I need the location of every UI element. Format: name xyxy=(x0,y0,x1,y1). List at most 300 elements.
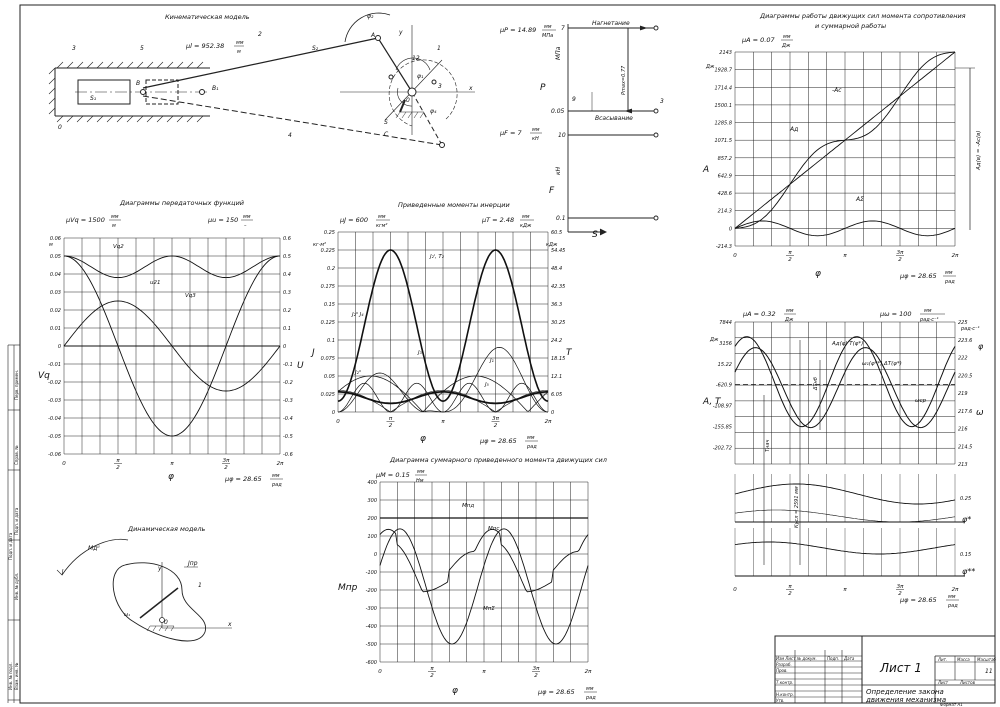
curve-label: Aд(φ) T(φ*) xyxy=(832,341,864,347)
y-tick: -155.85 xyxy=(712,424,732,431)
dyn-label: y xyxy=(158,565,162,572)
curve-label: -Ac xyxy=(832,87,842,94)
sheet-frame xyxy=(20,5,995,703)
mu-phi-unit-bot: рад xyxy=(586,695,596,701)
y-tick: 857.2 xyxy=(717,155,732,162)
energy-phi-label: φ xyxy=(978,342,984,351)
inertia-y-unit: кг·м² xyxy=(313,242,327,248)
pressure-diagram xyxy=(499,20,664,240)
y-tick: -100 xyxy=(365,570,377,576)
x-tick: π xyxy=(116,458,120,464)
x-tick: 0 xyxy=(733,253,737,259)
y-tick: 0.04 xyxy=(49,272,61,278)
x-tick: 2π xyxy=(544,419,552,425)
mu-l-unit-top: мм xyxy=(236,40,244,46)
margin-text: Подп. и дата xyxy=(14,507,19,535)
mu-a-scale: μA = 0.07 xyxy=(742,36,775,44)
transfer-x-label: φ xyxy=(168,472,174,482)
curve-label: J₃ xyxy=(418,350,422,356)
curve-label: J₂ᴵ, T₂ xyxy=(430,254,444,260)
suction-label: Всасывание xyxy=(595,115,633,122)
dyn-label: 0 xyxy=(164,619,168,626)
energy-dim-label: Tнач xyxy=(765,439,771,452)
y-tick: 0.1 xyxy=(327,338,335,344)
moment-y-label: Mпр xyxy=(338,583,358,593)
y-tick: 200 xyxy=(367,516,377,522)
tb-row: Утв. xyxy=(776,698,785,703)
moment-title: Диаграмма суммарного приведенного момента движущих сил xyxy=(390,456,607,464)
axis-label: y xyxy=(399,29,403,36)
link-label: 1 xyxy=(437,45,441,52)
inertia-y-right-unit: кДж xyxy=(546,242,558,248)
f-tick: 0.1 xyxy=(556,215,566,222)
moment-section xyxy=(338,456,607,701)
y-tick: 400 xyxy=(367,480,377,486)
y-tick: 0.5 xyxy=(283,254,291,260)
p-tick: 7 xyxy=(561,25,565,32)
y-tick: 0.02 xyxy=(49,308,61,314)
mu-w-unit-top: мм xyxy=(924,308,932,314)
mu-phi-unit-top: мм xyxy=(945,270,953,276)
energy-w-unit: рад·с⁻¹ xyxy=(961,326,980,332)
mu-f-scale: μF = 7 xyxy=(500,129,522,137)
tb-sheets-label: Листов xyxy=(960,680,975,685)
curve-label: J₁ xyxy=(490,358,494,364)
x-tick: π xyxy=(788,250,792,256)
mu-u-unit-bot: – xyxy=(244,223,247,229)
tb-col: Масштаб xyxy=(977,657,997,662)
y-tick: 0 xyxy=(728,226,732,233)
mu-t-scale: μT = 2.48 xyxy=(482,216,515,224)
tb-col: Лит. xyxy=(938,657,948,662)
y-tick: 0.4 xyxy=(283,272,291,278)
work-title: Диаграммы работы движущих сил момента сопротивления xyxy=(760,12,966,20)
mu-phi-unit-bot: рад xyxy=(948,603,958,609)
inertia-section xyxy=(310,201,573,450)
y-tick: 0.6 xyxy=(283,236,291,242)
work-diagram-section xyxy=(702,12,982,285)
transfer-chart xyxy=(48,236,293,471)
transfer-y-unit: м xyxy=(49,242,53,248)
p-unit-label: МПа xyxy=(555,46,562,60)
tb-row: Разраб. xyxy=(776,662,792,667)
work-dim-label: Aд(в) = -Ac(в) xyxy=(976,130,982,170)
p-tick: 0.05 xyxy=(551,108,565,115)
y-tick: 0 xyxy=(373,552,377,558)
y-tick: 0.075 xyxy=(320,356,335,362)
energy-section xyxy=(702,308,984,609)
point-label: B xyxy=(136,80,141,87)
tb-row: Пров. xyxy=(776,668,788,673)
energy-y-unit: Дж xyxy=(710,337,719,343)
y-tick: 428.6 xyxy=(717,191,732,198)
angle-label: φ₄ xyxy=(430,108,437,115)
y-tick: 1714.4 xyxy=(714,85,732,92)
link-label: 3 xyxy=(72,45,76,52)
margin-text: Перв. примен. xyxy=(14,369,19,400)
link-label: 0 xyxy=(58,124,62,131)
s-axis-label: S xyxy=(592,230,598,240)
y-tick: 0.3 xyxy=(283,290,291,296)
mu-m-unit-bot: Нм xyxy=(416,478,424,484)
y-tick: -0.4 xyxy=(283,416,293,422)
curve-label: ωср xyxy=(915,398,927,404)
mu-vq-unit-top: мм xyxy=(111,214,119,220)
mu-p-unit-top: мм xyxy=(544,24,552,30)
energy-dim-label: ΔTнб xyxy=(813,377,819,390)
y-tick: -0.06 xyxy=(48,452,61,458)
y-tick: 0.125 xyxy=(320,320,335,326)
f-axis-label: F xyxy=(549,186,555,196)
point-label: B₁ xyxy=(212,85,219,92)
transfer-y-right-label: U xyxy=(297,361,304,371)
dyn-label: 1 xyxy=(198,582,202,589)
tb-sheet-title: Лист 1 xyxy=(880,661,922,675)
y-tick: -0.02 xyxy=(48,380,61,386)
mu-f-unit-top: мм xyxy=(532,127,540,133)
y-tick: 216 xyxy=(958,426,968,433)
mu-a2-unit-bot: Дж xyxy=(785,317,794,323)
point-label: A xyxy=(371,32,376,39)
mu-f-unit-bot: кН xyxy=(532,136,539,142)
point-label: C xyxy=(384,131,389,138)
x-tick: 3π xyxy=(896,250,904,256)
tb-sheet-label: Лист xyxy=(938,680,949,685)
x-tick: 2 xyxy=(898,257,902,263)
mu-w-scale: μω = 100 xyxy=(880,310,912,318)
x-tick: 3π xyxy=(492,416,499,422)
mu-a2-unit-top: мм xyxy=(786,308,794,314)
link-label: 12 xyxy=(412,55,420,62)
injection-label: Нагнетание xyxy=(592,20,630,27)
energy-phi-dstar: φ** xyxy=(962,567,976,576)
curve-label: J₅ xyxy=(485,382,489,388)
link-label: 5 xyxy=(140,45,144,52)
x-tick: 3π xyxy=(532,666,540,672)
y-tick: 1071.5 xyxy=(714,138,732,145)
transfer-mu-phi: μφ = 28.65 xyxy=(225,475,262,483)
y-tick: -600 xyxy=(365,660,377,666)
y-tick: 0 xyxy=(331,410,335,416)
y-tick: 223.6 xyxy=(958,337,973,344)
work-chart xyxy=(715,50,960,263)
y-tick: -400 xyxy=(365,624,377,630)
margin-text: Взам. инв. № xyxy=(14,662,19,690)
dyn-label: Mдᴵᴵ xyxy=(88,545,100,552)
tb-row: Подп. xyxy=(827,656,840,661)
link-label: 2 xyxy=(258,31,262,38)
y-tick: 15.22 xyxy=(717,361,732,368)
x-tick: π xyxy=(482,669,486,675)
x-tick: 2π xyxy=(951,587,959,593)
x-tick: 3π xyxy=(896,584,904,590)
inertia-x-label: φ xyxy=(420,434,426,444)
point-label: S₂ xyxy=(312,45,319,52)
mu-vq-unit-bot: м xyxy=(112,223,116,229)
curve-label: Vq2 xyxy=(113,244,124,250)
y-tick: 24.2 xyxy=(551,338,563,344)
curve-label: MпΣ xyxy=(483,606,495,612)
work-y-label: A xyxy=(703,165,710,175)
kinematic-model xyxy=(49,13,475,148)
y-tick: 0.175 xyxy=(320,284,335,290)
link-label: 3 xyxy=(438,83,442,90)
y-tick: -0.6 xyxy=(283,452,293,458)
y-tick: 2143 xyxy=(719,50,732,56)
y-tick: 0.06 xyxy=(49,236,61,242)
point-label: S xyxy=(384,119,388,126)
angle-label: φ₂ xyxy=(367,13,374,20)
x-tick: 2 xyxy=(224,465,228,471)
x-tick: 2 xyxy=(116,465,120,471)
y-tick: -500 xyxy=(365,642,377,648)
mu-phi-unit-bot: рад xyxy=(945,279,955,285)
y-tick: 30.25 xyxy=(551,320,566,326)
y-tick: 54.45 xyxy=(551,248,566,254)
mu-w-unit-bot: рад·с⁻¹ xyxy=(920,317,939,323)
y-tick: 0.15 xyxy=(323,302,335,308)
x-tick: 2 xyxy=(788,591,792,597)
y-tick: -200 xyxy=(365,588,377,594)
x-tick: π xyxy=(788,584,792,590)
curve-label: u21 xyxy=(150,280,161,286)
x-tick: 0 xyxy=(733,587,737,593)
mu-m-scale: μM = 0.15 xyxy=(376,471,410,479)
moment-chart xyxy=(366,480,592,679)
connecting-rod xyxy=(143,38,378,88)
curve-label: Vq3 xyxy=(185,293,196,299)
transfer-title: Диаграммы передаточных функций xyxy=(120,199,245,207)
x-tick: 0 xyxy=(336,419,340,425)
x-tick: 2 xyxy=(430,673,434,679)
mu-a-unit-bot: Дж xyxy=(782,43,791,49)
axis-label: x xyxy=(469,85,473,92)
y-tick: 3156 xyxy=(719,340,732,347)
x-tick: 2 xyxy=(388,423,393,429)
pmax-label: Pmax=0.77 xyxy=(621,65,627,95)
margin-text: Подп. и дата xyxy=(8,532,13,560)
mu-phi-unit-top: мм xyxy=(948,594,956,600)
y-tick: 1285.8 xyxy=(714,120,732,127)
mu-u-unit-top: мм xyxy=(243,214,251,220)
y-tick: 0.01 xyxy=(49,326,61,332)
mu-l-scale: μl = 952.38 xyxy=(186,42,225,50)
curve-label: AΣ xyxy=(856,196,864,203)
small-tick: 0.25 xyxy=(960,496,972,502)
y-tick: 0.2 xyxy=(283,308,291,314)
y-tick: 0.225 xyxy=(320,248,335,254)
margin-text: Справ. № xyxy=(14,445,19,465)
energy-dim-label: Кусл = 2591 мм xyxy=(794,486,800,528)
inertia-chart xyxy=(321,230,566,429)
mu-phi-unit-top: мм xyxy=(272,473,280,479)
curve-label: Aд xyxy=(790,126,799,133)
x-tick: 0 xyxy=(378,669,382,675)
y-tick: 36.3 xyxy=(551,302,563,308)
tb-row: № докум. xyxy=(797,656,817,661)
mu-phi-unit-bot: рад xyxy=(527,444,537,450)
x-tick: 2π xyxy=(951,253,959,259)
y-tick: 48.4 xyxy=(551,266,563,272)
y-tick: 0.1 xyxy=(283,326,291,332)
y-tick: 0 xyxy=(551,410,555,416)
x-tick: π xyxy=(441,419,445,425)
y-tick: 0.025 xyxy=(320,392,335,398)
tb-col: Масса xyxy=(957,657,970,662)
y-tick: 42.35 xyxy=(551,284,566,290)
mu-p-scale: μP = 14.89 xyxy=(500,26,537,34)
y-tick: 214.5 xyxy=(958,444,973,451)
moment-x-label: φ xyxy=(452,686,458,696)
p-axis-label: P xyxy=(540,83,546,93)
x-tick: 2 xyxy=(493,423,498,429)
dyn-label: ω₁ xyxy=(124,612,131,618)
x-tick: π xyxy=(170,461,174,467)
mu-a-unit-top: мм xyxy=(783,34,791,40)
y-tick: 60.5 xyxy=(551,230,563,236)
mu-j-unit-top: мм xyxy=(378,214,386,220)
mu-u-scale: μu = 150 xyxy=(208,216,239,224)
mu-t-unit-top: мм xyxy=(522,214,530,220)
moment-mu-phi: μφ = 28.65 xyxy=(538,688,575,696)
tb-title-2: движения механизма xyxy=(866,696,947,704)
transfer-section xyxy=(38,199,304,488)
y-tick: 0.05 xyxy=(323,374,335,380)
y-tick: 1500.1 xyxy=(714,102,732,109)
tb-row: Дата xyxy=(844,656,855,661)
y-tick: 18.15 xyxy=(551,356,566,362)
f-tick: 10 xyxy=(558,132,566,139)
y-tick: 642.9 xyxy=(717,173,732,180)
dyn-label: Jпр xyxy=(188,560,198,567)
left-margin-texts xyxy=(8,370,19,690)
y-tick: -0.3 xyxy=(283,398,293,404)
transfer-y-label: Vq xyxy=(38,371,50,381)
y-tick: 0.2 xyxy=(327,266,335,272)
y-tick: 7844 xyxy=(719,320,732,326)
mu-j-unit-bot: кгм² xyxy=(376,223,388,229)
y-tick: -108.97 xyxy=(712,403,732,410)
inertia-y-label: J xyxy=(312,348,315,358)
mu-phi-unit-top: мм xyxy=(586,686,594,692)
mu-phi-unit-bot: рад xyxy=(272,482,282,488)
energy-mu-phi: μφ = 28.65 xyxy=(900,596,937,604)
y-tick: 0 xyxy=(283,344,287,350)
tb-scale-value: 11 xyxy=(985,668,993,675)
tb-format: Формат А1 xyxy=(940,702,963,707)
x-tick: 2 xyxy=(788,257,792,263)
small-tick: 0.15 xyxy=(960,552,972,558)
y-tick: 6.05 xyxy=(551,392,563,398)
y-tick: -0.2 xyxy=(283,380,293,386)
mu-j-scale: μJ = 600 xyxy=(340,216,369,224)
work-title-2: и суммарной работы xyxy=(815,22,887,30)
dynamic-model xyxy=(57,525,232,641)
mu-vq-scale: μVq = 1500 xyxy=(66,216,105,224)
point-label: S₁ xyxy=(90,95,97,102)
x-tick: π xyxy=(388,416,393,422)
mu-l-unit-bot: м xyxy=(237,49,241,55)
mu-m-unit-top: мм xyxy=(417,469,425,475)
curve-label: Mпс xyxy=(488,526,500,532)
tb-row: Изм Лист xyxy=(776,656,796,661)
tb-row: Н.контр. xyxy=(776,692,794,697)
work-x-label: φ xyxy=(815,269,821,279)
dynamic-title: Динамическая модель xyxy=(128,525,206,533)
angle-label: φ₁ xyxy=(417,73,424,80)
y-tick: -300 xyxy=(365,606,377,612)
x-tick: 2π xyxy=(584,669,592,675)
y-tick: -0.5 xyxy=(283,434,293,440)
mu-a2-scale: μA = 0.32 xyxy=(743,310,776,318)
x-tick: 2 xyxy=(534,673,538,679)
y-tick: -0.1 xyxy=(283,362,293,368)
y-tick: 0.05 xyxy=(49,254,61,260)
curve-label: ω₁(φ**) ΔT(φ*) xyxy=(862,361,902,367)
x-tick: 2π xyxy=(276,461,284,467)
mu-t-unit-bot: кДж xyxy=(520,223,532,229)
y-tick: 222 xyxy=(958,355,968,362)
margin-text: Инв. № дубл. xyxy=(14,572,19,600)
x-tick: 2 xyxy=(898,591,902,597)
y-tick: -214.3 xyxy=(715,244,732,250)
y-tick: 219 xyxy=(958,391,968,397)
point-label: 9 xyxy=(572,96,576,103)
curve-label: J₂ᴵᴵ xyxy=(355,370,361,376)
y-tick: 0.03 xyxy=(49,290,61,296)
y-tick: -0.04 xyxy=(48,416,61,422)
y-tick: 100 xyxy=(367,534,377,540)
tb-row: Т.контр. xyxy=(776,680,794,685)
y-tick: 225 xyxy=(958,320,968,326)
x-tick: 0 xyxy=(62,461,66,467)
y-tick: -0.05 xyxy=(48,434,61,440)
curve-label: Mпд xyxy=(462,503,475,509)
point-label: 3 xyxy=(660,98,664,105)
y-tick: 12.1 xyxy=(551,374,563,380)
y-tick: -620.9 xyxy=(715,382,732,389)
x-tick: π xyxy=(843,587,847,593)
point-label: 0 xyxy=(406,97,410,104)
y-tick: 0 xyxy=(57,344,61,350)
energy-y-label: A, T xyxy=(703,397,721,407)
y-tick: 0.25 xyxy=(323,230,335,236)
crank xyxy=(378,38,412,92)
y-tick: -0.01 xyxy=(48,362,61,368)
curve-label: J₂ᴵᴵ J₄ xyxy=(352,312,364,318)
y-tick: 213 xyxy=(958,462,968,468)
mu-p-unit-bot: МПа xyxy=(542,33,554,39)
y-tick: 1928.7 xyxy=(714,67,732,74)
y-tick: -0.03 xyxy=(48,398,61,404)
connecting-rod-ghost xyxy=(143,96,442,145)
kinematic-title: Кинематическая модель xyxy=(165,13,250,21)
margin-text: Инв. № подл. xyxy=(8,662,13,690)
link-label: 4 xyxy=(288,132,292,139)
y-tick: 220.5 xyxy=(958,373,973,380)
x-tick: π xyxy=(430,666,434,672)
y-tick: -202.72 xyxy=(712,445,732,452)
dyn-label: x xyxy=(228,621,232,628)
y-tick: 217.6 xyxy=(958,408,973,415)
work-mu-phi: μφ = 28.65 xyxy=(900,272,937,280)
mu-phi-unit-top: мм xyxy=(527,435,535,441)
y-tick: 300 xyxy=(367,498,377,504)
inertia-y-right-label: T xyxy=(566,348,572,358)
inertia-mu-phi: μφ = 28.65 xyxy=(480,437,517,445)
x-tick: π xyxy=(843,253,847,259)
tb-title-1: Определение закона xyxy=(866,688,944,696)
